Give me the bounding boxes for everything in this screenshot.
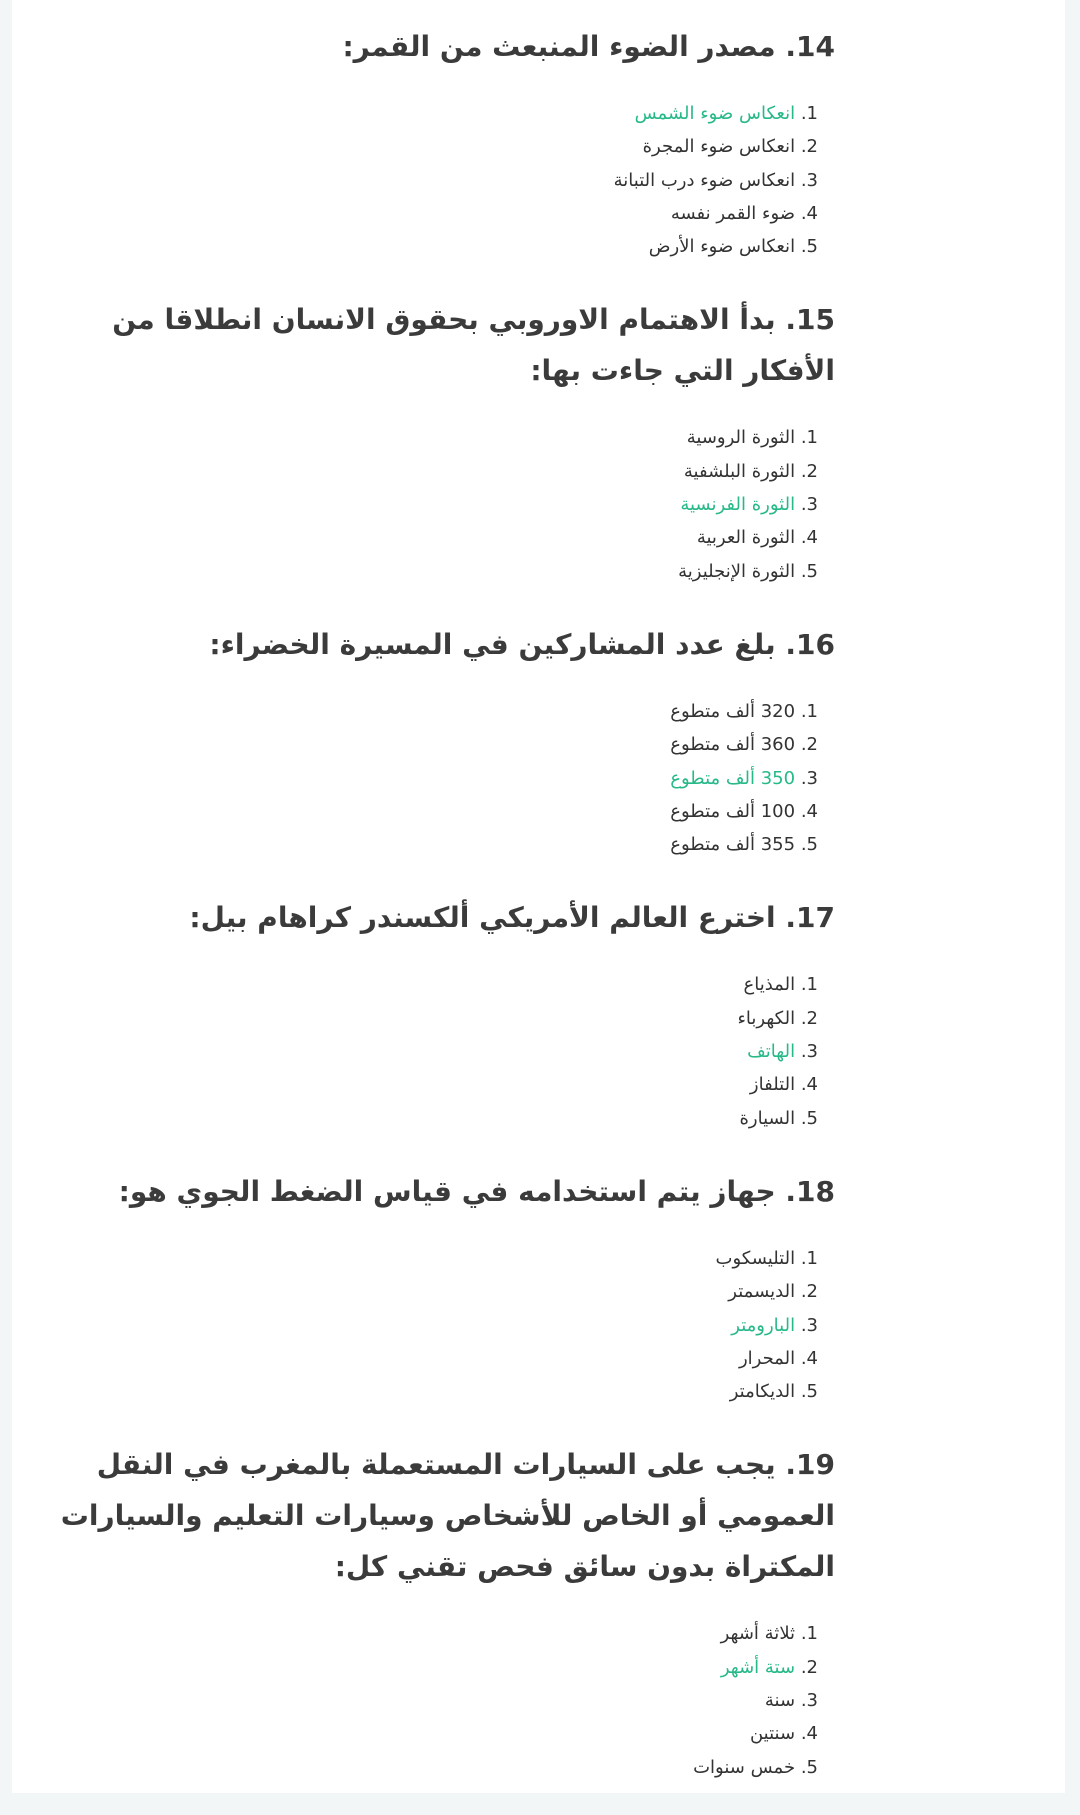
option-number: 5.: [800, 560, 818, 582]
quiz-content: [41, 21, 835, 1815]
option-text: الديسمتر: [728, 1281, 796, 1303]
option: [41, 968, 818, 1001]
option: [41, 421, 818, 454]
options-list: [41, 421, 835, 587]
question-title: [41, 21, 835, 72]
question-title: [41, 294, 835, 396]
option: [41, 1617, 818, 1650]
option-number: 3.: [800, 169, 818, 191]
option-number: 3.: [800, 1690, 818, 1712]
option-text: التليسكوب: [715, 1247, 796, 1269]
question-title: [41, 1439, 835, 1592]
option-number: 1.: [800, 1623, 818, 1645]
option-text: الكهرباء: [737, 1007, 796, 1029]
question-18: [41, 1166, 835, 1408]
option-number: 4.: [800, 527, 818, 549]
option-text: الديكامتر: [729, 1381, 796, 1403]
option: [41, 1242, 818, 1275]
page: [12, 0, 1065, 1793]
question-text: مصدر الضوء المنبعث من القمر:: [342, 30, 776, 63]
question-text: جهاز يتم استخدامه في قياس الضغط الجوي هو:: [118, 1174, 776, 1208]
option-text: المحرار: [738, 1347, 796, 1369]
question-text: اخترع العالم الأمريكي ألكسندر كراهام بيل:: [189, 901, 776, 935]
option: [41, 130, 818, 163]
option-text: المذياع: [743, 974, 796, 996]
option-text: خمس سنوات: [693, 1756, 796, 1778]
option-text: البارومتر: [731, 1314, 796, 1336]
question-number: 17.: [785, 901, 835, 935]
option-number: 2.: [800, 1656, 818, 1678]
option: [41, 1102, 818, 1135]
option-correct: [41, 1651, 818, 1684]
option-correct: [41, 1035, 818, 1068]
option-number: 1.: [800, 427, 818, 449]
option-text: 350 ألف متطوع: [670, 767, 796, 789]
option-text: 320 ألف متطوع: [670, 700, 796, 722]
option-number: 2.: [800, 460, 818, 482]
option-text: سنتين: [749, 1723, 796, 1745]
option-number: 2.: [800, 734, 818, 756]
options-list: [41, 1242, 835, 1408]
question-title: [41, 1166, 835, 1217]
option-text: انعكاس ضوء الشمس: [634, 103, 796, 124]
option-number: 3.: [800, 1041, 818, 1063]
option-text: الهاتف: [747, 1041, 796, 1063]
option-text: سنة: [764, 1690, 796, 1712]
option: [41, 1684, 818, 1717]
option-number: 4.: [800, 1347, 818, 1369]
option-text: الثورة البلشفية: [683, 460, 796, 482]
option-text: ستة أشهر: [720, 1656, 796, 1678]
option-correct: [41, 1309, 818, 1342]
question-title: [41, 892, 835, 943]
option-text: انعكاس ضوء الأرض: [648, 236, 796, 258]
option-text: التلفاز: [749, 1074, 796, 1096]
option-number: 4.: [800, 1074, 818, 1096]
question-number: 19.: [785, 1448, 835, 1482]
option: [41, 795, 818, 828]
option: [41, 1717, 818, 1750]
option: [41, 1375, 818, 1408]
question-number: 18.: [785, 1174, 835, 1208]
option-text: 100 ألف متطوع: [670, 800, 796, 822]
option-number: 5.: [800, 1381, 818, 1403]
option-text: الثورة العربية: [696, 527, 796, 549]
option-number: 3.: [800, 767, 818, 789]
option-text: الثورة الروسية: [686, 427, 796, 449]
option-number: 1.: [800, 700, 818, 722]
options-list: [41, 1617, 835, 1783]
option-text: ثلاثة أشهر: [720, 1623, 796, 1645]
question-number: 14.: [785, 30, 835, 63]
option-number: 2.: [800, 1281, 818, 1303]
question-16: [41, 619, 835, 861]
options-list: [41, 968, 835, 1134]
option-text: السيارة: [739, 1107, 796, 1129]
question-19: [41, 1439, 835, 1783]
question-number: 16.: [785, 627, 835, 661]
option-text: 360 ألف متطوع: [670, 734, 796, 756]
option-number: 3.: [800, 1314, 818, 1336]
question-17: [41, 892, 835, 1134]
option: [41, 728, 818, 761]
question-15: [41, 294, 835, 587]
option: [41, 1002, 818, 1035]
option-correct: [41, 762, 818, 795]
option-correct: [41, 97, 818, 130]
option-number: 5.: [800, 1107, 818, 1129]
option: [41, 1342, 818, 1375]
option: [41, 555, 818, 588]
option-text: 355 ألف متطوع: [670, 834, 796, 856]
option-number: 1.: [800, 103, 818, 124]
option-number: 4.: [800, 202, 818, 224]
option: [41, 695, 818, 728]
question-text: يجب على السيارات المستعملة بالمغرب في النقل العمومي أو الخاص للأشخاص وسيارات التعليم والسيارات المكتراة بدون سائق فحص تقني كل:: [60, 1448, 835, 1584]
option-number: 3.: [800, 494, 818, 516]
option-number: 1.: [800, 1247, 818, 1269]
option-text: الثورة الإنجليزية: [678, 560, 796, 582]
option: [41, 1275, 818, 1308]
question-text: بدأ الاهتمام الاوروبي بحقوق الانسان انطلاقا من الأفكار التي جاءت بها:: [112, 303, 835, 388]
option-number: 1.: [800, 974, 818, 996]
option-text: الثورة الفرنسية: [680, 494, 796, 516]
question-title: [41, 619, 835, 670]
option: [41, 1751, 818, 1784]
option-correct: [41, 488, 818, 521]
options-list: [41, 97, 835, 263]
option: [41, 1068, 818, 1101]
option: [41, 164, 818, 197]
question-number: 15.: [785, 303, 835, 337]
option-number: 5.: [800, 236, 818, 258]
question-14: [41, 21, 835, 263]
option-number: 2.: [800, 1007, 818, 1029]
options-list: [41, 695, 835, 861]
option: [41, 197, 818, 230]
option: [41, 230, 818, 263]
question-text: بلغ عدد المشاركين في المسيرة الخضراء:: [209, 627, 776, 661]
option-number: 5.: [800, 834, 818, 856]
option-number: 4.: [800, 1723, 818, 1745]
option-number: 2.: [800, 136, 818, 158]
option: [41, 455, 818, 488]
option: [41, 521, 818, 554]
option-text: انعكاس ضوء المجرة: [642, 136, 796, 158]
option-text: ضوء القمر نفسه: [670, 202, 796, 224]
option-text: انعكاس ضوء درب التبانة: [613, 169, 796, 191]
option-number: 4.: [800, 800, 818, 822]
option: [41, 828, 818, 861]
option-number: 5.: [800, 1756, 818, 1778]
